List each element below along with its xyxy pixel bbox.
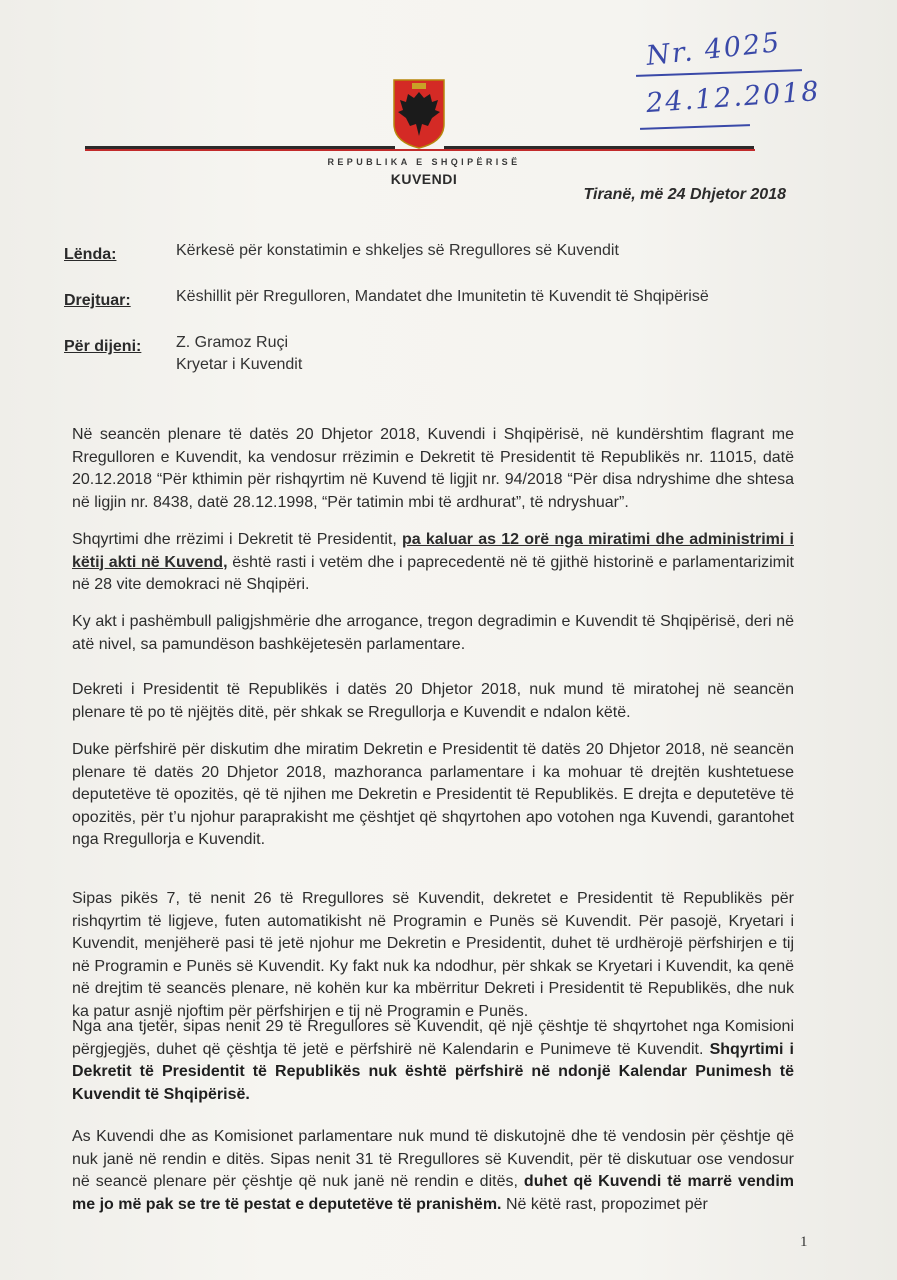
paragraph-2-emphasis: pa kaluar as 12 orë nga miratimi dhe administrimi i këtij akti në Kuvend, [72, 531, 794, 571]
page-number: 1 [800, 1234, 808, 1250]
paragraph-6: Sipas pikës 7, të nenit 26 të Rregullores së Kuvendit, dekretet e Presidentit të Republikës për rishqyrtim të ligjeve, futen automatikisht në Programin e Punës së Kuvendit. Për pasojë, Kryetari i Kuvendit, menjëherë pasi të jetë njohur me Dekretin e Presidentit, duhet të urdhërojë përfshirjen e tij në Programin e Punës së Kuvendit. Ky fakt nuk ka ndodhur, për shkak se Kryetari i Kuvendit, ka qenë në drejtim të seancës plenare, në kohën kur ka mbërritur Dekreti i Presidentit të Republikës, dhe nuk ka patur asnjë njoftim për përfshirjen e tij në Programin e Punës. [72, 890, 794, 1020]
institution-heading: KUVENDI [390, 171, 458, 187]
paragraph-8-text-c: Në këtë rast, propozimet për [501, 1195, 708, 1213]
paragraph-2 [72, 529, 794, 597]
paragraph-2-text-c: është rasti i vetëm dhe i paprecedentë në të gjithë historinë e parlamentarizimit në 28 vite demokraci në Shqipëri. [72, 553, 795, 593]
cc-label: Për dijeni: [64, 338, 142, 355]
addressed-label: Drejtuar: [64, 292, 131, 309]
paragraph-8-emphasis: duhet që Kuvendi të marrë vendim me jo më pak se tre të pestat e deputetëve të pranishëm. [72, 1173, 795, 1213]
paragraph-7-emphasis: Shqyrtimi i Dekretit të Presidentit të Republikës nuk është përfshirë në ndonjë Kalendar Punimesh të Kuvendit të Shqipërisë. [72, 1040, 794, 1103]
addressed-value: Këshillit për Rregulloren, Mandatet dhe Imunitetin të Kuvendit të Shqipërisë [176, 288, 709, 305]
paragraph-8-text-a: As Kuvendi dhe as Komisionet parlamentare nuk mund të diskutojnë dhe të vendosin për çështje që nuk janë në rendin e ditës. Sipas nenit 31 të Rregullores së Kuvendit, për të diskutuar ose vendosur në seancë plenare për çështje që nuk janë në rendin e ditës, [72, 1128, 794, 1190]
paragraph-4: Dekreti i Presidentit të Republikës i datës 20 Dhjetor 2018, nuk mund të miratohej në seancën plenare të po të njëjtës ditë, për shkak se Rregullorja e Kuvendit e ndalon këtë. [72, 681, 794, 721]
registry-date: 24.12.2018 [645, 75, 822, 120]
paragraph-2-text-a: Shqyrtimi dhe rrëzimi i Dekretit të Presidentit, [72, 531, 402, 548]
cc-title: Kryetar i Kuvendit [176, 356, 303, 373]
subject-value: Kërkesë për konstatimin e shkeljes së Rregullores së Kuvendit [176, 242, 619, 259]
header-rule-red [85, 149, 755, 151]
paragraph-8 [72, 1126, 794, 1216]
paragraph-1: Në seancën plenare të datës 20 Dhjetor 2018, Kuvendi i Shqipërisë, në kundërshtim flagrant me Rregulloren e Kuvendit, ka vendosur rrëzimin e Dekretit të Presidentit të Republikës nr. 11015, datë 20.12.2018 “Për kthimin për rishqyrtim në Kuvend të ligjit nr. 94/2018 “Për disa ndryshime dhe shtesa në ligjin nr. 8438, datë 28.12.1998, “Për tatimin mbi të ardhurat”, të ndryshuar”. [72, 426, 794, 511]
registry-number: Nr. 4025 [644, 27, 783, 72]
albanian-emblem-icon [392, 78, 446, 150]
paragraph-7 [72, 1016, 794, 1106]
place-date: Tiranë, më 24 Dhjetor 2018 [583, 186, 786, 203]
paragraph-3: Ky akt i pashëmbull paligjshmërie dhe arrogance, tregon degradimin e Kuvendit të Shqipërisë, deri në atë nivel, sa pamundëson bashkëjetesën parlamentare. [72, 613, 794, 653]
paragraph-5: Duke përfshirë për diskutim dhe miratim Dekretin e Presidentit të datës 20 Dhjetor 2018, në seancën plenare të datës 20 Dhjetor 2018, mazhoranca parlamentare i ka mohuar të drejtën kushtetuese deputetëve të opozitës, që të njihen me Dekretin e Presidentit të Republikës. E drejta e deputetëve të opozitës, për t’u njohur paraprakisht me çështjet që shqyrtohen apo votohen nga Kuvendi, garantohet nga Rregullorja e Kuvendit. [72, 741, 794, 848]
registry-date-underline [640, 124, 750, 130]
republic-heading: REPUBLIKA E SHQIPËRISË [327, 157, 521, 167]
paragraph-7-text: Nga ana tjetër, sipas nenit 29 të Rregullores së Kuvendit, që një çështje të shqyrtohet nga Komisioni përgjegjës, duhet që çështja të jetë e përfshirë në Kalendarin e Punimeve të Kuvendit. [72, 1018, 794, 1058]
cc-name: Z. Gramoz Ruçi [176, 334, 289, 351]
subject-label: Lënda: [64, 246, 117, 263]
